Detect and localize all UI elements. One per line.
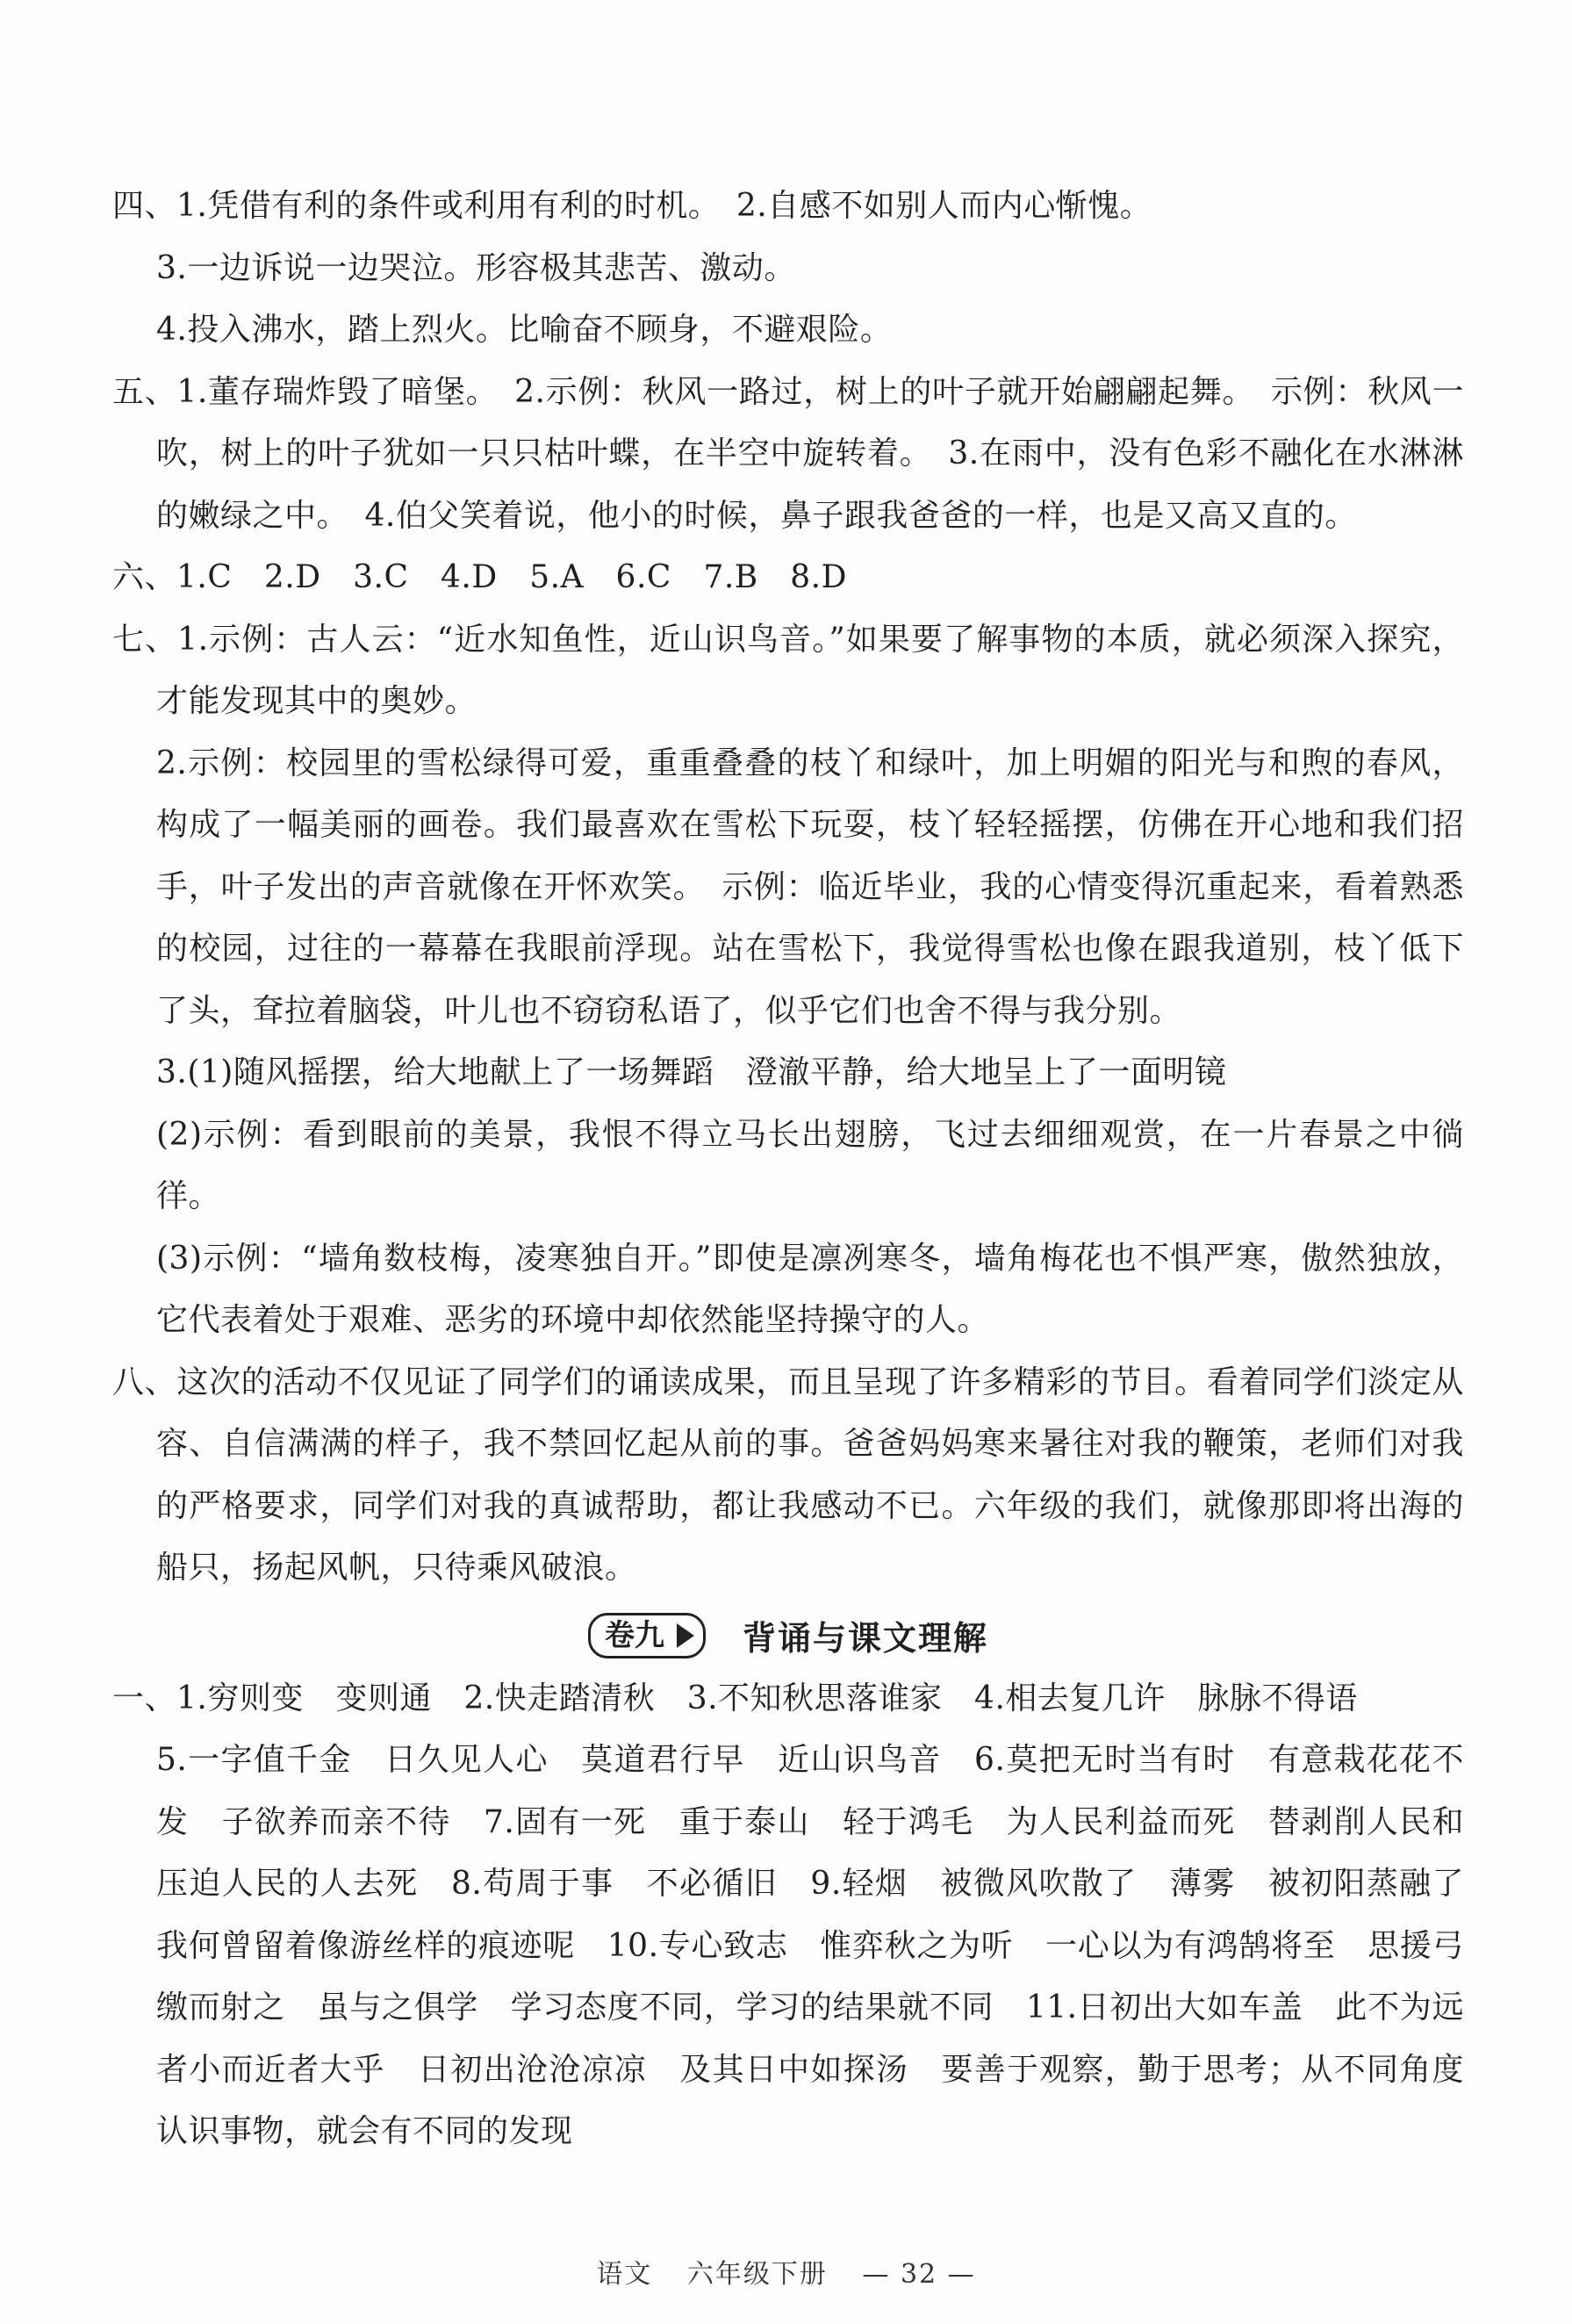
answer-content [112,176,1497,2163]
answer-7-3-2: (2)示例：看到眼前的美景，我恨不得立马长出翅膀，飞过去细细观赏，在一片春景之中徜徉。 [156,1116,1464,1214]
page-number: — 32 — [862,2259,976,2290]
answer-7-3-1: 3.(1)随风摇摆，给大地献上了一场舞蹈 澄澈平静，给大地呈上了一面明镜 [156,1054,1227,1090]
answer-7-1: 七、1.示例：古人云：“近水知鱼性，近山识鸟音。”如果要了解事物的本质，就必须深入探究，才能发现其中的奥妙。 [112,621,1464,719]
answer-7-2: 2.示例：校园里的雪松绿得可爱，重重叠叠的枝丫和绿叶，加上明媚的阳光与和煦的春风，构成了一幅美丽的画卷。我们最喜欢在雪松下玩耍，枝丫轻轻摇摆，仿佛在开心地和我们招手，叶子发出的声音就像在开怀欢笑。 示例：临近毕业，我的心情变得沉重起来，看着熟悉的校园，过往的一幕幕在我眼前浮现。站在雪松下，我觉得雪松也像在跟我道别，枝丫低下了头，耷拉着脑袋，叶儿也不窃窃私语了，似乎它们也舍不得与我分别。 [156,745,1464,1029]
answer-7-3-3: (3)示例：“墙角数枝梅，凌寒独自开。”即使是凛冽寒冬，墙角梅花也不惧严寒，傲然独放，它代表着处于艰难、恶劣的环境中却依然能坚持操守的人。 [156,1240,1464,1338]
answer-8: 八、这次的活动不仅见证了同学们的诵读成果，而且呈现了许多精彩的节目。看着同学们淡定从容、自信满满的样子，我不禁回忆起从前的事。爸爸妈妈寒来暑往对我的鞭策，老师们对我的严格要求，同学们对我的真诚帮助，都让我感动不已。六年级的我们，就像那即将出海的船只，扬起风帆，只待乘风破浪。 [112,1363,1464,1586]
answer-6: 六、1.C 2.D 3.C 4.D 5.A 6.C 7.B 8.D [112,559,847,595]
section-tag [588,1613,706,1658]
answer-4-line-2: 3.一边诉说一边哭泣。形容极其悲苦、激动。 [156,249,796,286]
answer-9-2: 5.一字值千金 日久见人心 莫道君行早 近山识鸟音 6.莫把无时当有时 有意栽花花不发 子欲养而亲不待 7.固有一死 重于泰山 轻于鸿毛 为人民利益而死 替剥削人民和压迫人民的人去死 8.苟周于事 不必循旧 9.轻烟 被微风吹散了 薄雾 被初阳蒸融了 我何曾留着像游丝样的痕迹呢 10.专心致志 惟弈秋之为听 一心以为有鸿鹄将至 思援弓缴而射之 虽与之俱学 学习态度不同，学习的结果就不同 11.日初出大如车盖 此不为远者小而近者大乎 日初出沧沧凉凉 及其日中如探汤 要善于观察，勤于思考；从不同角度认识事物，就会有不同的发现 [156,1742,1497,2149]
answer-4-line-1: 四、1.凭借有利的条件或利用有利的时机。 2.自感不如别人而内心惭愧。 [112,188,1152,224]
footer-grade: 六年级下册 [686,2259,828,2290]
answer-4-line-3: 4.投入沸水，踏上烈火。比喻奋不顾身，不避艰险。 [156,312,893,348]
section-tag-label: 卷九 [604,1617,664,1653]
page-footer [0,2252,1572,2291]
answer-9-1: 一、1.穷则变 变则通 2.快走踏清秋 3.不知秋思落谁家 4.相去复几许 脉脉不得语 [112,1680,1358,1716]
footer-subject: 语文 [596,2259,653,2290]
play-arrow-icon [677,1623,694,1648]
answer-5: 五、1.董存瑞炸毁了暗堡。 2.示例：秋风一路过，树上的叶子就开始翩翩起舞。 示例：秋风一吹，树上的叶子犹如一只只枯叶蝶，在半空中旋转着。 3.在雨中，没有色彩不融化在水淋淋的嫩绿之中。 4.伯父笑着说，他小的时候，鼻子跟我爸爸的一样，也是又高又直的。 [112,373,1464,534]
section-heading [112,1605,1464,1666]
section-title: 背诵与课文理解 [742,1619,988,1658]
